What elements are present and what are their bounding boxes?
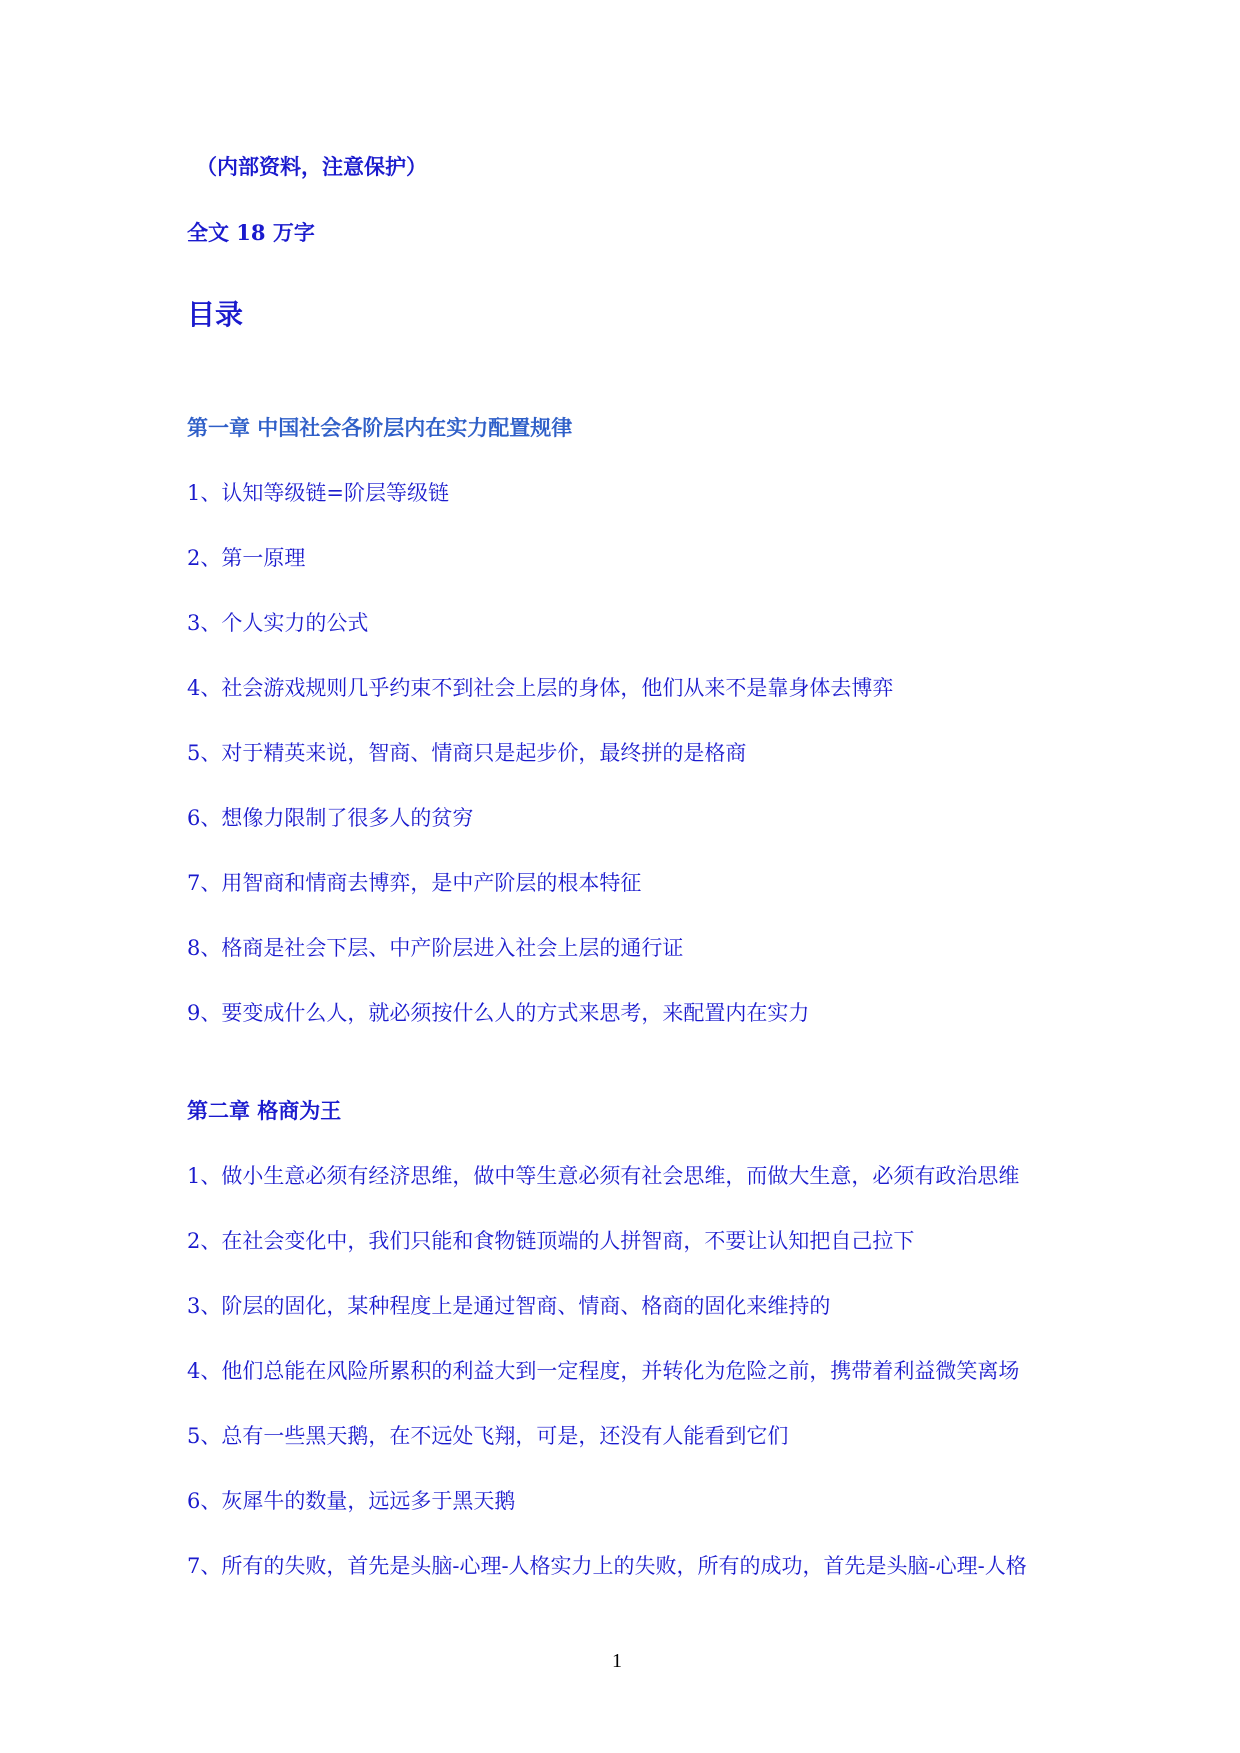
toc-item[interactable]: 3、个人实力的公式	[187, 611, 369, 635]
word-count: 全文 18 万字	[187, 220, 315, 245]
toc-item[interactable]: 4、社会游戏规则几乎约束不到社会上层的身体，他们从来不是靠身体去博弈	[187, 676, 894, 700]
toc-item[interactable]: 2、第一原理	[187, 546, 306, 570]
toc-item[interactable]: 1、做小生意必须有经济思维，做中等生意必须有社会思维，而做大生意，必须有政治思维	[187, 1164, 1020, 1188]
chapter-1-title[interactable]: 第一章 中国社会各阶层内在实力配置规律	[187, 415, 573, 440]
toc-item[interactable]: 2、在社会变化中，我们只能和食物链顶端的人拼智商，不要让认知把自己拉下	[187, 1229, 915, 1253]
confidential-notice: （内部资料，注意保护）	[196, 154, 427, 179]
toc-item[interactable]: 6、灰犀牛的数量，远远多于黑天鹅	[187, 1489, 516, 1513]
toc-item[interactable]: 6、想像力限制了很多人的贫穷	[187, 806, 474, 830]
toc-item[interactable]: 8、格商是社会下层、中产阶层进入社会上层的通行证	[187, 936, 684, 960]
toc-item[interactable]: 4、他们总能在风险所累积的利益大到一定程度，并转化为危险之前，携带着利益微笑离场	[187, 1359, 1020, 1383]
page-number: 1	[612, 1650, 622, 1672]
toc-item[interactable]: 1、认知等级链=阶层等级链	[187, 481, 449, 505]
toc-item[interactable]: 7、所有的失败，首先是头脑-心理-人格实力上的失败，所有的成功，首先是头脑-心理-人格	[187, 1554, 1027, 1578]
toc-item[interactable]: 9、要变成什么人，就必须按什么人的方式来思考，来配置内在实力	[187, 1001, 810, 1025]
toc-item[interactable]: 3、阶层的固化，某种程度上是通过智商、情商、格商的固化来维持的	[187, 1294, 831, 1318]
chapter-2-title[interactable]: 第二章 格商为王	[187, 1098, 342, 1123]
toc-item[interactable]: 7、用智商和情商去博弈，是中产阶层的根本特征	[187, 871, 642, 895]
toc-item[interactable]: 5、总有一些黑天鹅，在不远处飞翔，可是，还没有人能看到它们	[187, 1424, 789, 1448]
toc-title: 目录	[187, 298, 244, 331]
toc-item[interactable]: 5、对于精英来说，智商、情商只是起步价，最终拼的是格商	[187, 741, 747, 765]
